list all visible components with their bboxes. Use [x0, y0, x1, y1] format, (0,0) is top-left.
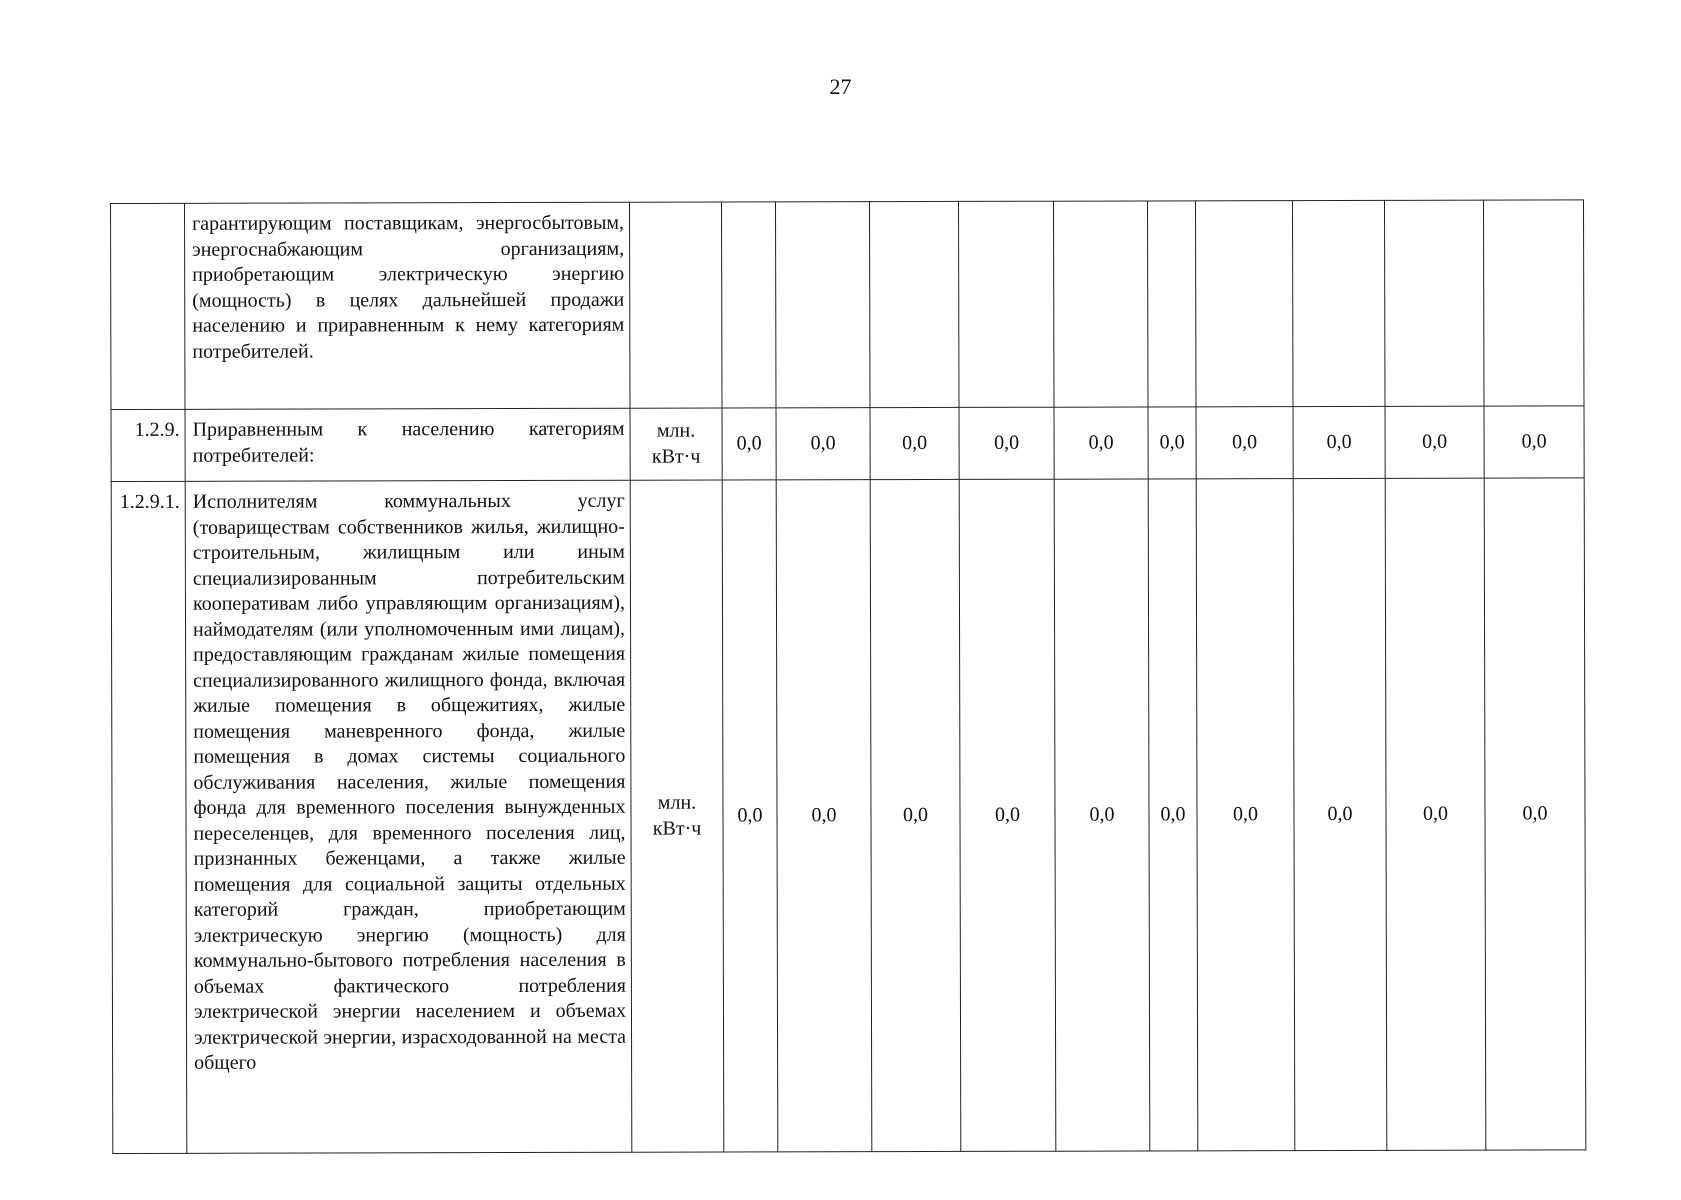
value-cell	[1483, 200, 1584, 406]
value-cell: 0,0	[870, 407, 959, 479]
table-row	[111, 478, 1586, 1154]
value-cell: 0,0	[1054, 407, 1148, 479]
unit-line-1: млн.	[656, 419, 696, 442]
value-cell: 0,0	[959, 479, 1056, 1151]
unit-line-1: млн.	[657, 791, 697, 814]
row-number-cell: 1.2.9.1.	[111, 481, 187, 1153]
value-cell: 0,0	[959, 407, 1054, 479]
value-cell	[869, 201, 959, 407]
table-row	[111, 200, 1584, 410]
table-row	[111, 406, 1584, 482]
value-cell: 0,0	[1484, 406, 1584, 478]
value-cell	[775, 202, 870, 408]
value-cell	[1384, 200, 1484, 406]
value-cell: 0,0	[1484, 478, 1586, 1150]
value-cell: 0,0	[1054, 479, 1150, 1151]
value-cell	[1292, 200, 1385, 406]
value-cell	[958, 201, 1054, 407]
value-cell	[1195, 201, 1293, 407]
page-number: 27	[829, 74, 852, 99]
unit-cell	[630, 408, 722, 480]
value-cell: 0,0	[1196, 479, 1295, 1151]
value-cell	[721, 202, 776, 408]
row-number-cell	[111, 203, 186, 409]
value-cell: 0,0	[1196, 407, 1293, 479]
value-cell	[1053, 201, 1148, 407]
value-cell: 0,0	[722, 408, 776, 480]
unit-line-2: кВт·ч	[651, 445, 701, 468]
value-cell: 0,0	[722, 480, 778, 1152]
value-cell: 0,0	[1385, 406, 1484, 478]
value-cell: 0,0	[1148, 407, 1196, 479]
value-cell: 0,0	[1148, 479, 1198, 1151]
value-cell: 0,0	[1385, 478, 1486, 1150]
value-cell: 0,0	[870, 479, 961, 1151]
value-cell: 0,0	[776, 480, 872, 1152]
row-description-cell: Приравненным к населению категориям потребителей:	[185, 408, 630, 481]
unit-cell	[630, 480, 724, 1152]
value-cell: 0,0	[1293, 478, 1387, 1150]
value-cell: 0,0	[776, 408, 870, 480]
value-cell: 0,0	[1293, 406, 1385, 478]
unit-line-2: кВт·ч	[652, 817, 702, 840]
row-description-cell: гарантирующим поставщикам, энергосбытовым, энергоснабжающим организациям, приобретающим электрическую энергию (мощность) в целях дальнейшей продажи населению и приравненным к нему категориям потребителей.	[185, 202, 631, 409]
tariff-volume-table	[110, 199, 1586, 1154]
unit-cell	[629, 202, 722, 408]
value-cell	[1147, 201, 1196, 407]
row-description-cell: Исполнителям коммунальных услуг (товариществам собственников жилья, жилищно-строительным, жилищным или иным специализированным потребительским кооперативам либо управляющим организациям), наймодателям (или уполномоченным ими лицам), предоставляющим гражданам жилые помещения специализированного жилищного фонда, включая жилые помещения в общежитиях, жилые помещения маневренного фонда, жилые помещения в домах системы социального обслуживания населения, жилые помещения фонда для временного поселения вынужденных переселенцев, для временного поселения лиц, признанных беженцами, а также жилые помещения для социальной защиты отдельных категорий граждан, приобретающим электрическую энергию (мощность) для коммунально-бытового потребления населения в объемах фактического потребления электрической энергии населением и объемах электрической энергии, израсходованной на места общего	[185, 480, 632, 1153]
row-number-cell: 1.2.9.	[111, 409, 185, 481]
